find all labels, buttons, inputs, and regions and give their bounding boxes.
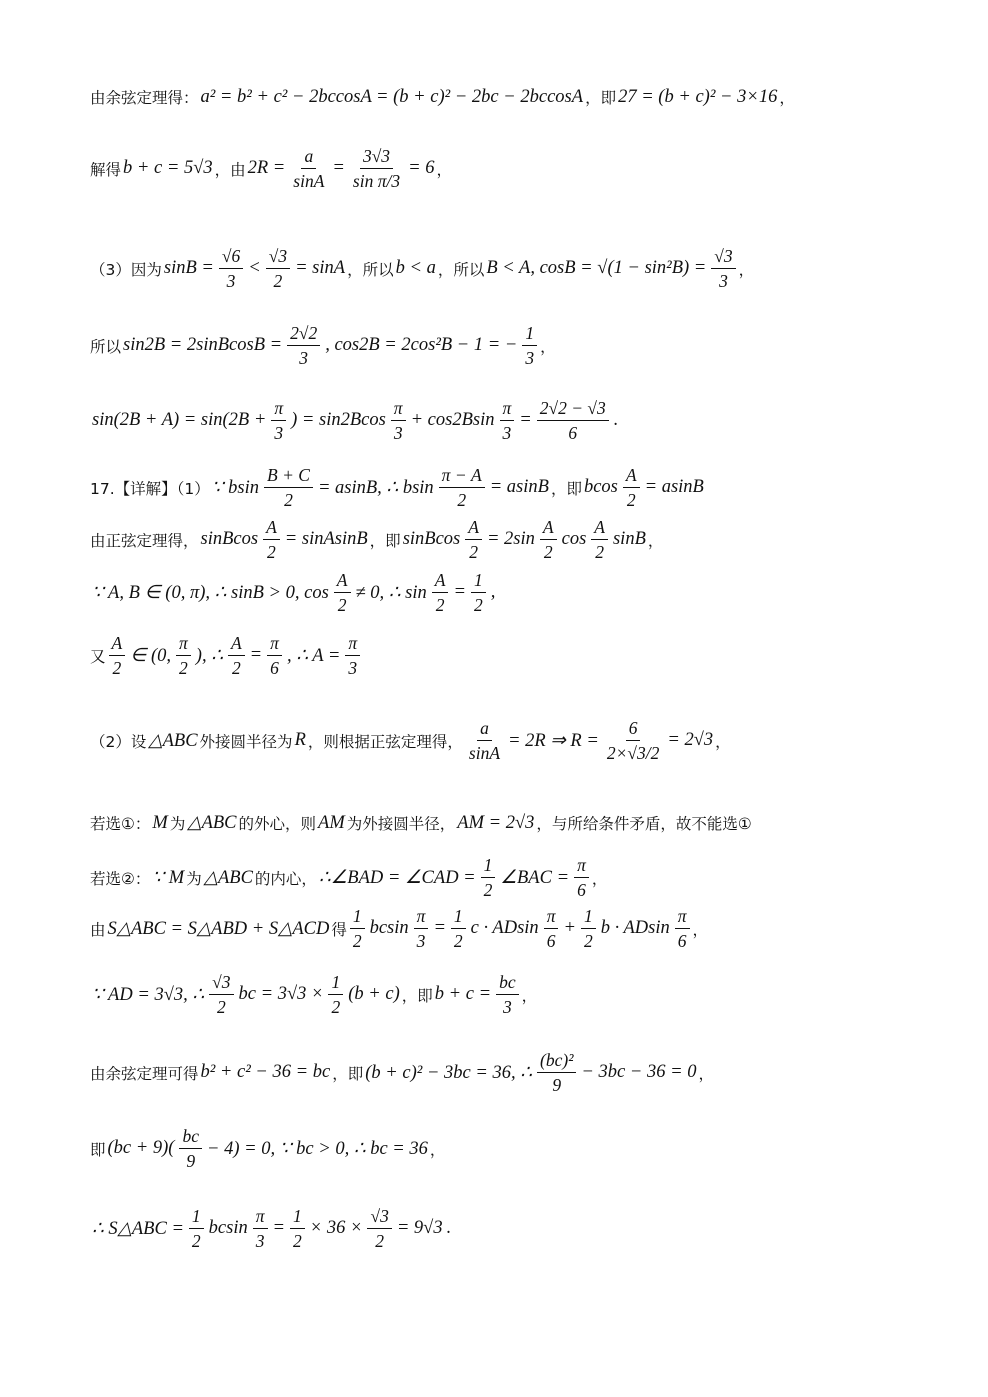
numerator: π bbox=[391, 398, 406, 421]
fraction bbox=[540, 517, 557, 562]
text: 若选①： bbox=[90, 815, 151, 833]
denominator: sinA bbox=[468, 743, 501, 764]
numerator: a bbox=[301, 146, 316, 169]
fraction bbox=[367, 1206, 391, 1251]
math: = bbox=[433, 918, 446, 939]
fraction bbox=[271, 398, 286, 443]
math: sin2B = 2sinBcosB = bbox=[123, 335, 283, 356]
math: (bc + 9)( bbox=[107, 1138, 175, 1159]
math: ), ∴ bbox=[195, 645, 223, 666]
fraction bbox=[574, 855, 589, 900]
text: ，即 bbox=[401, 986, 433, 1005]
fraction bbox=[345, 633, 360, 678]
text: 的内心， bbox=[254, 869, 317, 888]
fraction bbox=[267, 633, 282, 678]
text: 若选②： bbox=[90, 869, 151, 888]
math: sinB = bbox=[163, 258, 214, 279]
text: （3）因为 bbox=[90, 260, 162, 279]
math: = 6 bbox=[408, 158, 435, 179]
text: ，与所给条件矛盾，故不能选① bbox=[536, 815, 752, 833]
solution-line-15 bbox=[90, 1050, 928, 1095]
math: < bbox=[248, 258, 261, 279]
math: bcsin bbox=[208, 1218, 248, 1239]
math: (b + c) bbox=[348, 984, 400, 1005]
text: ，则根据正弦定理得， bbox=[307, 732, 463, 751]
denominator: 2×√3/2 bbox=[606, 743, 660, 764]
math: sin(2B + A) = sin(2B + bbox=[92, 410, 267, 431]
solution-line-5 bbox=[90, 398, 928, 443]
math: b² + c² − 36 = bc bbox=[200, 1062, 331, 1083]
math: c · ADsin bbox=[470, 918, 539, 939]
numerator: A bbox=[432, 570, 449, 593]
solution-line-2 bbox=[90, 146, 928, 191]
numerator: π bbox=[271, 398, 286, 421]
text: ， bbox=[540, 337, 556, 356]
text: （2）设 bbox=[90, 732, 147, 751]
fraction bbox=[263, 517, 280, 562]
math: + cos2Bsin bbox=[410, 410, 495, 431]
math: = sinA bbox=[295, 258, 346, 279]
denominator: 2 bbox=[543, 542, 553, 563]
math: ∴∠BAD = ∠CAD = bbox=[318, 867, 476, 888]
text: ，即 bbox=[332, 1064, 364, 1083]
numerator: A bbox=[465, 517, 482, 540]
denominator: 3 bbox=[348, 658, 358, 679]
fraction bbox=[471, 570, 486, 615]
math: a² = b² + c² − 2bccosA = (b + c)² − 2bc − 2bccosA bbox=[200, 86, 584, 107]
solution-line-14 bbox=[90, 972, 928, 1017]
denominator: 2 bbox=[457, 490, 467, 511]
math: = 2√3 bbox=[667, 730, 714, 751]
math: ∵ AD = 3√3, ∴ bbox=[92, 984, 205, 1005]
denominator: 6 bbox=[677, 931, 687, 952]
denominator: 3 bbox=[719, 271, 728, 292]
denominator: 2 bbox=[267, 542, 276, 563]
solution-line-8 bbox=[90, 570, 928, 615]
numerator: π bbox=[253, 1206, 268, 1229]
numerator: 1 bbox=[328, 972, 343, 995]
math: b + c = bbox=[434, 984, 492, 1005]
text: 由余弦定理可得 bbox=[90, 1064, 199, 1083]
math: ∴ S△ABC = bbox=[92, 1218, 184, 1239]
numerator: 1 bbox=[350, 906, 365, 929]
denominator: 2 bbox=[473, 595, 483, 616]
numerator: π bbox=[544, 906, 559, 929]
math: = bbox=[453, 582, 466, 603]
denominator: 2 bbox=[337, 595, 347, 616]
denominator: 2 bbox=[273, 271, 283, 292]
math: △ABC bbox=[148, 730, 198, 751]
math: = asinB bbox=[644, 477, 704, 498]
text: ， bbox=[738, 260, 755, 279]
denominator: 2 bbox=[231, 658, 241, 679]
math: 2R = bbox=[247, 158, 286, 179]
denominator: 2 bbox=[191, 1231, 201, 1252]
text: 17.【详解】（1） bbox=[90, 479, 210, 498]
numerator: π bbox=[345, 633, 360, 656]
math: ∵ A, B ∈ (0, π), ∴ sinB > 0, cos bbox=[92, 582, 329, 603]
math: = asinB bbox=[489, 477, 549, 498]
denominator: 3 bbox=[274, 423, 284, 444]
math: bc = 3√3 × bbox=[238, 984, 324, 1005]
numerator: 6 bbox=[626, 718, 641, 741]
math: , ∴ A = bbox=[286, 645, 341, 666]
math: b < a bbox=[395, 258, 436, 279]
math: . bbox=[613, 410, 619, 431]
fraction bbox=[451, 906, 466, 951]
math: ∠BAC = bbox=[500, 867, 570, 888]
fraction bbox=[176, 633, 191, 678]
fraction bbox=[334, 570, 351, 615]
denominator: 2 bbox=[331, 997, 341, 1018]
fraction bbox=[604, 718, 663, 763]
denominator: 6 bbox=[577, 880, 586, 901]
numerator: 1 bbox=[581, 906, 596, 929]
math: (b + c)² − 3bc = 36, ∴ bbox=[365, 1062, 533, 1083]
denominator: 2 bbox=[284, 490, 293, 511]
numerator: π bbox=[675, 906, 690, 929]
math: − 4) = 0, ∵ bc > 0, ∴ bc = 36 bbox=[206, 1138, 428, 1159]
numerator: √3 bbox=[711, 246, 735, 269]
denominator: 2 bbox=[375, 1231, 385, 1252]
denominator: 2 bbox=[216, 997, 226, 1018]
solution-line-3 bbox=[90, 246, 928, 291]
denominator: 2 bbox=[469, 542, 478, 563]
text: 又 bbox=[90, 647, 106, 666]
fraction bbox=[189, 1206, 204, 1251]
numerator: A bbox=[623, 465, 640, 488]
math: ∵ M bbox=[152, 867, 185, 888]
math: = 2R ⇒ R = bbox=[508, 730, 599, 751]
math: B < A, cosB = √(1 − sin²B) = bbox=[486, 258, 707, 279]
fraction bbox=[496, 972, 519, 1017]
text: 解得 bbox=[90, 160, 122, 179]
math: = sinAsinB bbox=[284, 529, 368, 550]
text: ， bbox=[436, 160, 452, 179]
denominator: 6 bbox=[546, 931, 556, 952]
numerator: A bbox=[109, 633, 126, 656]
text: ，即 bbox=[369, 531, 401, 550]
numerator: bc bbox=[179, 1126, 202, 1149]
fraction bbox=[290, 146, 327, 191]
denominator: 2 bbox=[626, 490, 636, 511]
math: sinBcos bbox=[200, 529, 259, 550]
text: 由 bbox=[90, 920, 106, 939]
math: b + c = 5√3 bbox=[123, 158, 213, 179]
fraction bbox=[544, 906, 559, 951]
text: 得 bbox=[331, 920, 347, 939]
fraction bbox=[219, 246, 243, 291]
text: ，由 bbox=[214, 160, 246, 179]
math: − 3bc − 36 = 0 bbox=[581, 1062, 697, 1083]
denominator: sinA bbox=[293, 171, 325, 192]
denominator: 2 bbox=[483, 880, 493, 901]
text: 由余弦定理得： bbox=[90, 89, 199, 107]
fraction bbox=[287, 323, 320, 368]
fraction bbox=[264, 465, 313, 510]
math: sinBcos bbox=[402, 529, 461, 550]
fraction bbox=[414, 906, 429, 951]
fraction bbox=[253, 1206, 268, 1251]
denominator: 2 bbox=[293, 1231, 302, 1252]
numerator: (bc)² bbox=[537, 1050, 576, 1073]
math: , bbox=[490, 582, 496, 603]
fraction bbox=[465, 517, 482, 562]
text: 的外心，则 bbox=[238, 815, 317, 833]
numerator: A bbox=[334, 570, 351, 593]
numerator: 1 bbox=[471, 570, 486, 593]
text: ， bbox=[521, 986, 538, 1005]
math: . bbox=[446, 1218, 452, 1239]
denominator: 2 bbox=[435, 595, 445, 616]
denominator: 3 bbox=[502, 997, 512, 1018]
solution-line-9 bbox=[90, 633, 928, 678]
text: ， bbox=[715, 732, 731, 751]
numerator: A bbox=[540, 517, 557, 540]
fraction bbox=[481, 855, 496, 900]
solution-line-4 bbox=[90, 323, 928, 368]
text: ， bbox=[698, 1064, 714, 1083]
fraction bbox=[109, 633, 126, 678]
numerator: B + C bbox=[264, 465, 313, 488]
math: R bbox=[294, 730, 306, 751]
text: ，即 bbox=[585, 89, 617, 107]
fraction bbox=[537, 1050, 576, 1095]
math: ∈ (0, bbox=[130, 645, 171, 666]
fraction bbox=[350, 906, 365, 951]
numerator: bc bbox=[496, 972, 519, 995]
solution-line-7 bbox=[90, 517, 928, 562]
numerator: 2√2 − √3 bbox=[537, 398, 609, 421]
numerator: 1 bbox=[481, 855, 496, 878]
numerator: √3 bbox=[367, 1206, 391, 1229]
text: 为 bbox=[169, 815, 186, 833]
denominator: 2 bbox=[179, 658, 188, 679]
numerator: 1 bbox=[451, 906, 466, 929]
denominator: 2 bbox=[595, 542, 604, 563]
math: S△ABC = S△ABD + S△ACD bbox=[107, 918, 330, 939]
fraction bbox=[675, 906, 690, 951]
denominator: 3 bbox=[502, 423, 512, 444]
math: = bbox=[332, 158, 345, 179]
denominator: 3 bbox=[525, 348, 535, 369]
math: = bbox=[249, 645, 263, 666]
text: ，所以 bbox=[437, 260, 485, 279]
math: ∵ bsin bbox=[211, 477, 260, 498]
math: = bbox=[272, 1218, 285, 1239]
denominator: 3 bbox=[226, 271, 236, 292]
numerator: 2√2 bbox=[287, 323, 320, 346]
numerator: a bbox=[477, 718, 492, 741]
numerator: π bbox=[574, 855, 589, 878]
text: ，所以 bbox=[347, 260, 394, 279]
solution-line-17 bbox=[90, 1206, 928, 1251]
numerator: π − A bbox=[439, 465, 485, 488]
fraction bbox=[591, 517, 608, 562]
text: 为 bbox=[186, 869, 202, 888]
fraction bbox=[537, 398, 609, 443]
fraction bbox=[290, 1206, 305, 1251]
math: bcsin bbox=[369, 918, 409, 939]
numerator: π bbox=[500, 398, 515, 421]
math: cos bbox=[561, 529, 587, 550]
text: 即 bbox=[90, 1140, 106, 1159]
fraction bbox=[711, 246, 735, 291]
fraction bbox=[179, 1126, 202, 1171]
fraction bbox=[432, 570, 449, 615]
solution-line-1 bbox=[90, 86, 928, 108]
text: ， bbox=[692, 920, 709, 939]
solution-line-10 bbox=[90, 718, 928, 763]
text: 所以 bbox=[90, 337, 122, 356]
numerator: √6 bbox=[219, 246, 243, 269]
math: = 9√3 bbox=[396, 1218, 443, 1239]
text: ， bbox=[429, 1140, 446, 1159]
math: = asinB, ∴ bsin bbox=[317, 477, 434, 498]
denominator: 6 bbox=[568, 423, 578, 444]
math: sinB bbox=[612, 529, 646, 550]
math: △ABC bbox=[203, 867, 253, 888]
denominator: 3 bbox=[299, 348, 309, 369]
math: AM = 2√3 bbox=[457, 812, 535, 833]
fraction bbox=[522, 323, 537, 368]
math: × 36 × bbox=[309, 1218, 363, 1239]
fraction bbox=[266, 246, 290, 291]
math: = 2sin bbox=[486, 529, 535, 550]
numerator: A bbox=[228, 633, 245, 656]
numerator: 1 bbox=[522, 323, 537, 346]
denominator: 3 bbox=[416, 931, 426, 952]
numerator: A bbox=[591, 517, 608, 540]
denominator: 3 bbox=[393, 423, 403, 444]
numerator: π bbox=[414, 906, 429, 929]
text: 外接圆半径为 bbox=[199, 732, 293, 751]
math: 27 = (b + c)² − 3×16 bbox=[618, 86, 778, 107]
fraction bbox=[209, 972, 233, 1017]
math: + bbox=[563, 918, 576, 939]
text: ， bbox=[647, 531, 664, 550]
text: 由正弦定理得， bbox=[90, 531, 199, 550]
fraction bbox=[500, 398, 515, 443]
math: ) = sin2Bcos bbox=[291, 410, 386, 431]
fraction bbox=[228, 633, 245, 678]
solution-line-12 bbox=[90, 855, 928, 900]
denominator: 6 bbox=[270, 658, 279, 679]
denominator: 2 bbox=[352, 931, 362, 952]
math: bcos bbox=[583, 477, 618, 498]
denominator: 2 bbox=[583, 931, 593, 952]
text: ， bbox=[779, 89, 795, 107]
solution-line-11 bbox=[90, 812, 928, 834]
fraction bbox=[623, 465, 640, 510]
fraction bbox=[581, 906, 596, 951]
denominator: 3 bbox=[255, 1231, 265, 1252]
fraction bbox=[350, 146, 403, 191]
solution-line-6 bbox=[90, 465, 928, 510]
fraction bbox=[391, 398, 406, 443]
numerator: 1 bbox=[290, 1206, 305, 1229]
numerator: 3√3 bbox=[360, 146, 393, 169]
math: △ABC bbox=[187, 813, 237, 833]
text: ， bbox=[591, 869, 608, 888]
fraction bbox=[328, 972, 343, 1017]
numerator: A bbox=[263, 517, 280, 540]
denominator: 9 bbox=[186, 1151, 196, 1172]
math: , cos2B = 2cos²B − 1 = − bbox=[325, 335, 518, 356]
numerator: π bbox=[176, 633, 191, 656]
text: ，即 bbox=[550, 479, 582, 498]
numerator: √3 bbox=[266, 246, 290, 269]
solution-line-13 bbox=[90, 906, 928, 951]
math: M bbox=[152, 812, 168, 833]
denominator: 2 bbox=[453, 931, 463, 952]
text: 为外接圆半径， bbox=[346, 815, 456, 833]
math: ≠ 0, ∴ sin bbox=[355, 582, 427, 603]
denominator: 2 bbox=[112, 658, 122, 679]
numerator: √3 bbox=[209, 972, 233, 995]
fraction bbox=[439, 465, 485, 510]
math: b · ADsin bbox=[600, 918, 670, 939]
denominator: sin π/3 bbox=[352, 171, 401, 192]
solution-line-16 bbox=[90, 1126, 928, 1171]
math: = bbox=[519, 410, 532, 431]
fraction bbox=[466, 718, 503, 763]
numerator: π bbox=[267, 633, 282, 656]
denominator: 9 bbox=[552, 1075, 562, 1096]
numerator: 1 bbox=[189, 1206, 204, 1229]
math: AM bbox=[318, 812, 345, 833]
